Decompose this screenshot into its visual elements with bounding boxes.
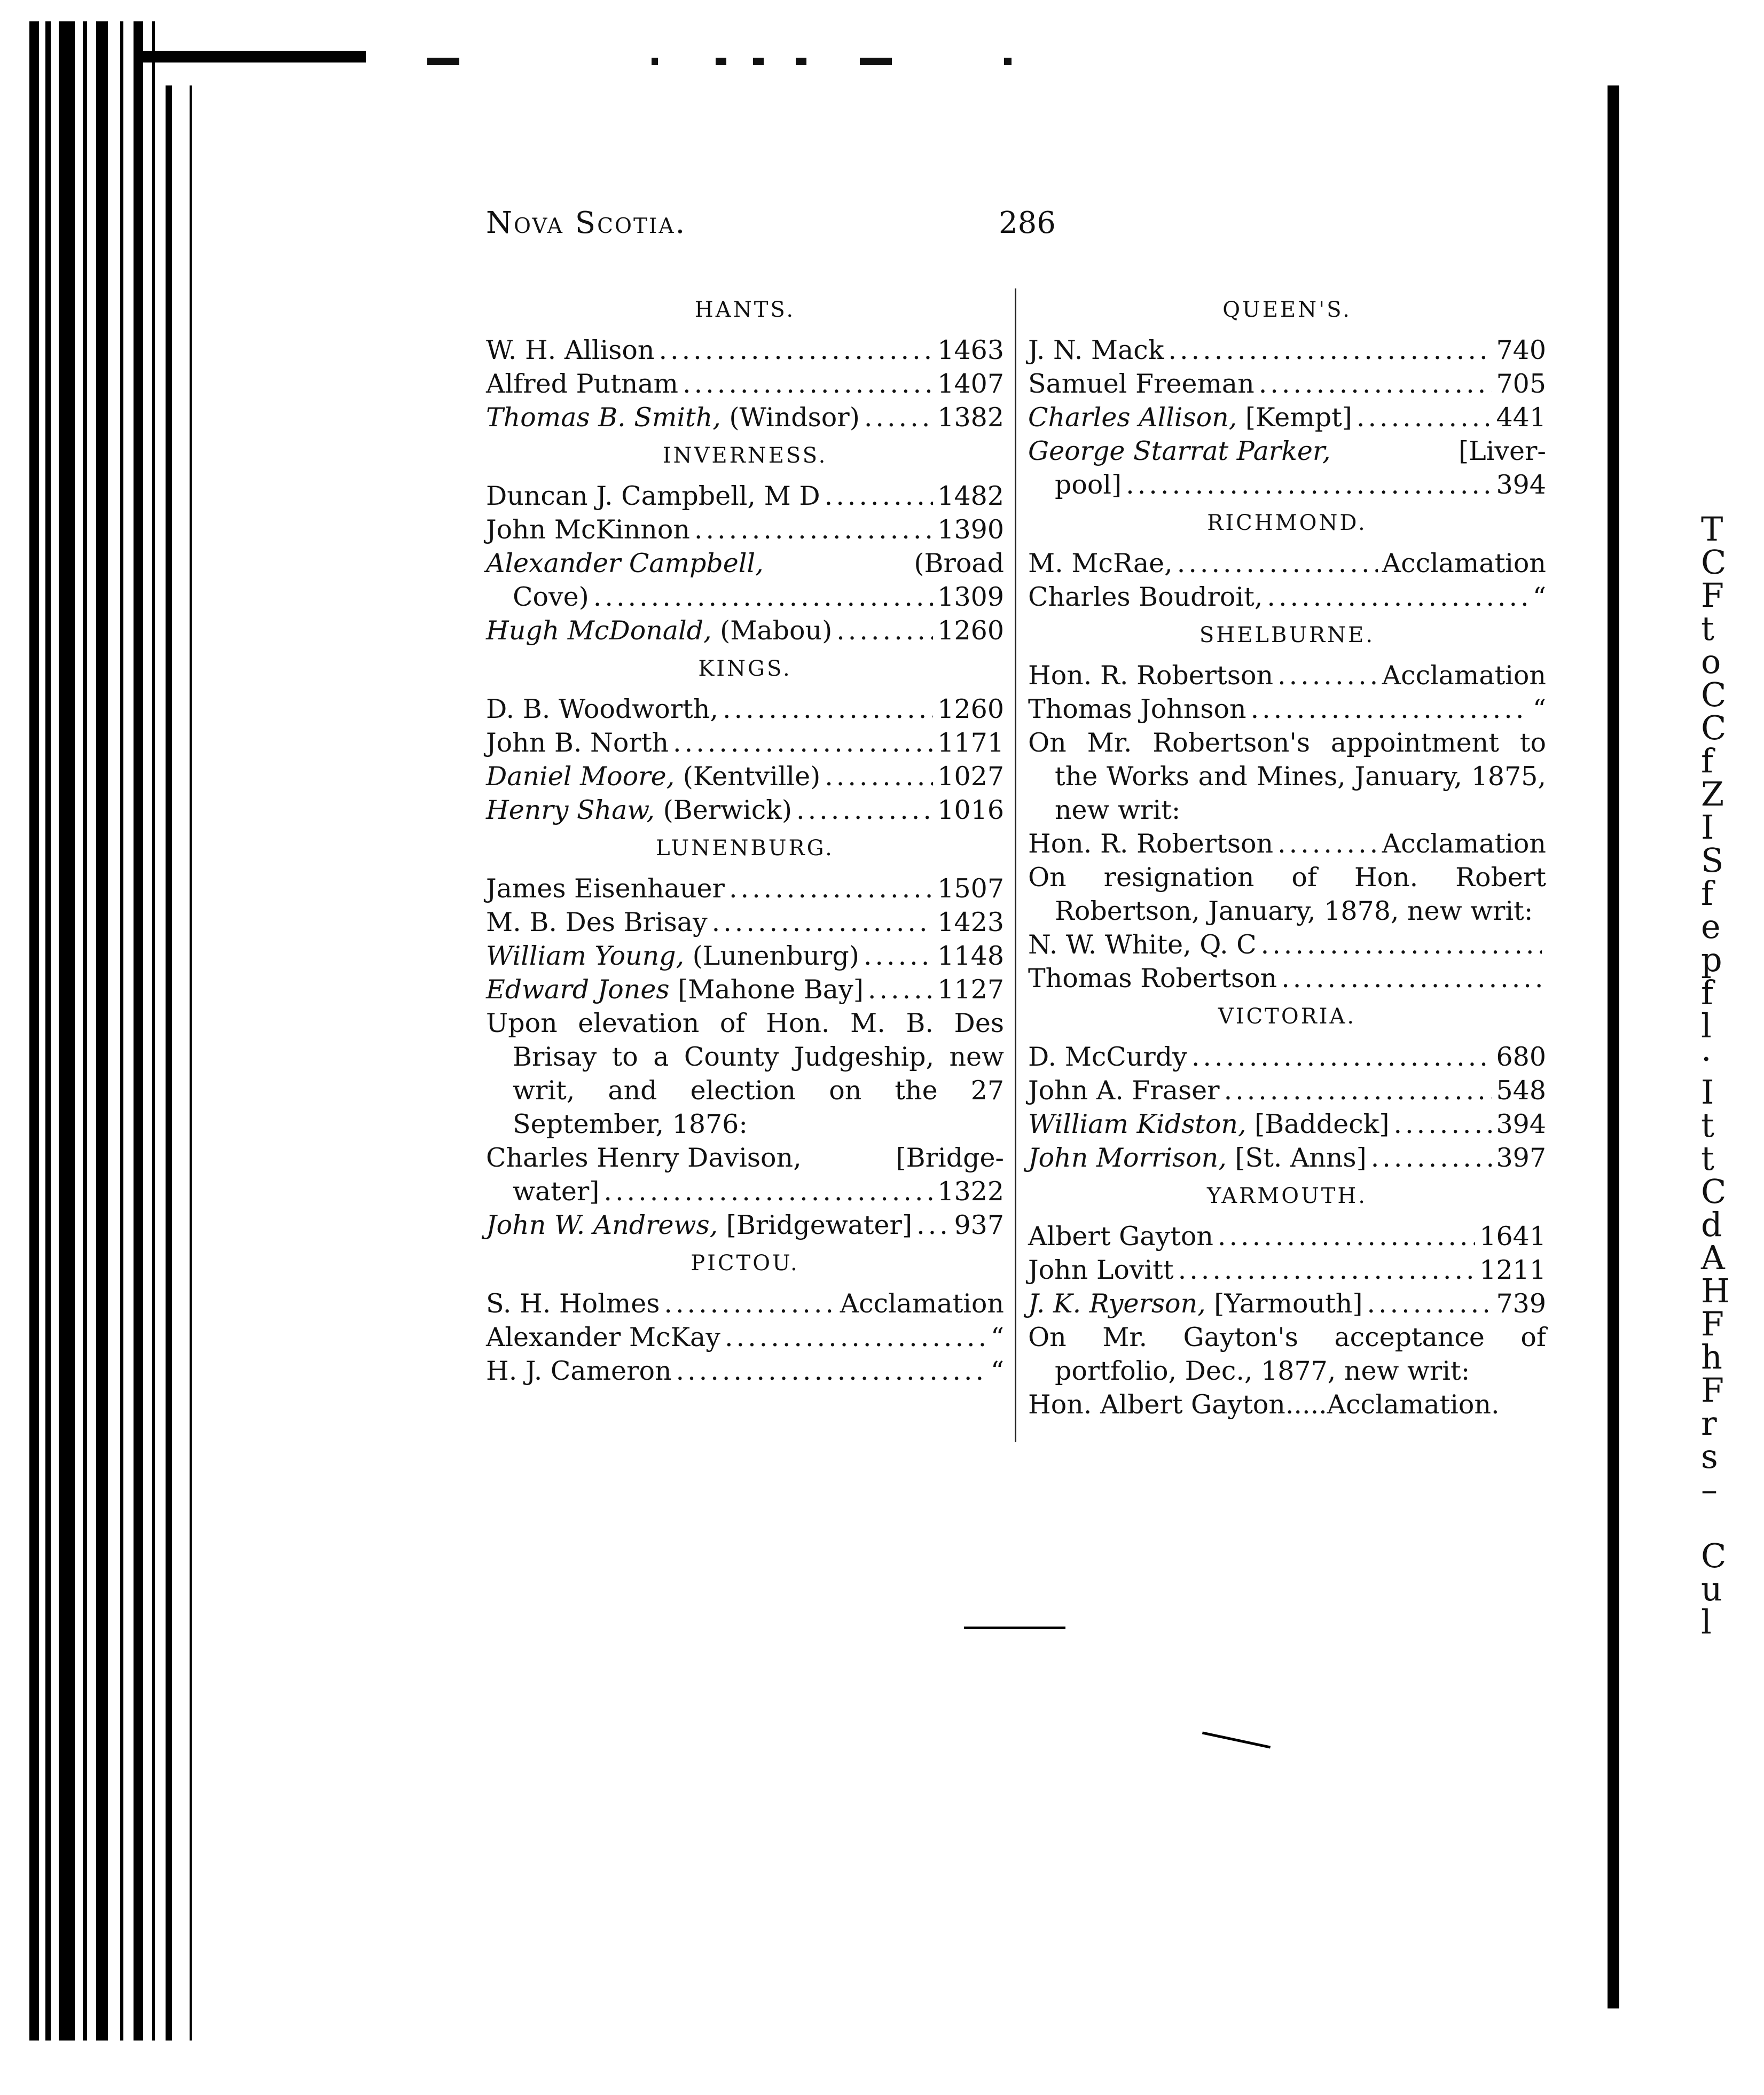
county-heading: KINGS.	[698, 656, 792, 681]
edge-letter: e	[1701, 907, 1721, 946]
leader-dots	[1261, 928, 1542, 961]
candidate-name: John W. Andrews,	[486, 1210, 718, 1240]
edge-letter: h	[1701, 1338, 1722, 1377]
vote-count: 1482	[937, 481, 1004, 511]
entry-row	[486, 905, 1004, 939]
vote-count: 1260	[937, 615, 1004, 646]
vote-count: 1309	[937, 582, 1004, 612]
vote-count: 1127	[937, 974, 1004, 1005]
entry-row	[486, 1320, 1004, 1354]
entry-row	[486, 973, 1004, 1006]
vote-count: 705	[1496, 369, 1546, 399]
candidate-cell	[1028, 333, 1164, 367]
place-name: (Lunenburg)	[684, 941, 859, 971]
entry-row	[486, 546, 1004, 580]
edge-letter: F	[1701, 576, 1724, 615]
edge-letter: F	[1701, 1371, 1724, 1410]
binding-shadow	[29, 21, 232, 2041]
vote-count: 1260	[937, 694, 1004, 724]
leader-dots	[1259, 367, 1492, 401]
vote-count: 394	[1496, 1109, 1546, 1139]
edge-letter: l	[1701, 1602, 1712, 1641]
leader-dots	[1191, 1040, 1492, 1074]
candidate-cell	[486, 367, 678, 401]
end-rule	[964, 1627, 1065, 1629]
place-name: (Kentville)	[675, 761, 821, 792]
entry-row	[1028, 1287, 1546, 1320]
candidate-cell	[1028, 1141, 1367, 1175]
candidate-cell	[1028, 1253, 1174, 1287]
edge-letter: f	[1701, 973, 1713, 1012]
place-name: [Bridgewater]	[718, 1210, 913, 1240]
vote-count: 548	[1496, 1075, 1546, 1106]
candidate-name: Alexander Campbell,	[486, 548, 764, 579]
leader-dots	[712, 905, 934, 939]
entry-row	[486, 1141, 1004, 1175]
column-divider	[1015, 288, 1016, 1442]
entry-row	[486, 793, 1004, 827]
entry-row	[1028, 827, 1546, 861]
leader-dots	[1371, 1141, 1492, 1175]
place-name: (Mabou)	[711, 615, 833, 646]
vote-count: Acclamation	[840, 1288, 1004, 1319]
place-name: (Broad	[914, 548, 1004, 579]
vote-count: 1171	[937, 728, 1004, 758]
right-column	[1028, 288, 1546, 1421]
candidate-name: Duncan J. Campbell, M D	[486, 481, 820, 511]
vote-count: 1148	[937, 941, 1004, 971]
vote-count: 1016	[937, 795, 1004, 825]
election-note: On Mr. Gayton's acceptance of portfolio, Dec., 1877, new writ:	[1028, 1322, 1546, 1386]
edge-letter: f	[1701, 874, 1713, 913]
leader-dots	[725, 1320, 986, 1354]
entry-row	[1028, 333, 1546, 367]
entry-row	[1028, 692, 1546, 726]
leader-dots	[676, 1354, 986, 1388]
entry-row	[1028, 659, 1546, 692]
candidate-name: William Young,	[486, 941, 685, 971]
candidate-cell	[486, 793, 792, 827]
candidate-cell	[1028, 827, 1273, 861]
edge-letter: s	[1701, 1437, 1718, 1476]
leader-dots	[694, 513, 933, 546]
leader-dots	[1126, 468, 1492, 502]
candidate-cell	[1028, 1220, 1213, 1253]
place-continued: Cove)	[513, 582, 589, 612]
edge-letter: I	[1701, 1073, 1714, 1112]
candidate-name: William Kidston,	[1028, 1109, 1246, 1139]
candidate-cell	[486, 726, 669, 760]
scan-mark	[1202, 1732, 1271, 1749]
candidate-cell	[1028, 401, 1352, 434]
entry-row	[1028, 367, 1546, 401]
place-name: [Liver-	[1459, 436, 1546, 466]
leader-dots	[603, 1175, 933, 1208]
entry-row	[486, 692, 1004, 726]
entry-row	[1028, 1107, 1546, 1141]
vote-count: 1382	[937, 402, 1004, 433]
edge-letter: o	[1701, 642, 1721, 681]
entry-row	[486, 1287, 1004, 1320]
candidate-name: M. McRae,	[1028, 548, 1173, 579]
candidate-cell	[486, 1320, 720, 1354]
leader-dots	[658, 333, 933, 367]
place-name: (Berwick)	[655, 795, 793, 825]
candidate-name: Daniel Moore,	[486, 761, 675, 792]
candidate-name: Thomas Robertson	[1028, 963, 1277, 994]
candidate-cell	[486, 872, 725, 905]
top-scan-marks	[427, 58, 1015, 68]
candidate-cell	[1028, 1074, 1220, 1107]
entry-row	[486, 939, 1004, 973]
county-heading: SHELBURNE.	[1199, 623, 1375, 647]
candidate-name: John Lovitt	[1028, 1255, 1174, 1285]
candidate-name: S. H. Holmes	[486, 1288, 660, 1319]
entry-row	[486, 367, 1004, 401]
entry-row	[486, 333, 1004, 367]
candidate-cell	[486, 692, 718, 726]
leader-dots	[1178, 1253, 1476, 1287]
vote-count: 680	[1496, 1042, 1546, 1072]
county-heading: RICHMOND.	[1207, 511, 1367, 535]
edge-letter: F	[1701, 1304, 1724, 1343]
vote-count: “	[1532, 582, 1546, 612]
entry-row: Hon. Albert Gayton.....Acclamation.	[1028, 1389, 1500, 1420]
candidate-cell	[1028, 367, 1255, 401]
adjacent-page-fragment	[1701, 510, 1733, 1641]
vote-count: 1390	[937, 514, 1004, 545]
candidate-cell	[486, 614, 832, 647]
candidate-cell	[486, 905, 708, 939]
candidate-name: J. K. Ryerson,	[1028, 1288, 1206, 1319]
candidate-cell	[1028, 1040, 1187, 1074]
leader-dots	[1224, 1074, 1492, 1107]
leader-dots	[1277, 659, 1378, 692]
edge-letter: C	[1701, 1172, 1727, 1211]
candidate-cell	[486, 760, 820, 793]
candidate-cell	[1028, 961, 1277, 995]
candidate-name: John B. North	[486, 728, 669, 758]
vote-count: 397	[1496, 1143, 1546, 1173]
leader-dots	[916, 1208, 950, 1242]
leader-dots	[1367, 1287, 1492, 1320]
candidate-name: H. J. Cameron	[486, 1356, 672, 1386]
entry-row-continued	[486, 580, 1004, 614]
leader-dots	[1277, 827, 1378, 861]
edge-letter: l	[1701, 1006, 1712, 1045]
entry-row	[486, 1208, 1004, 1242]
candidate-name: Thomas B. Smith,	[486, 402, 721, 433]
entry-row	[1028, 961, 1546, 995]
edge-letter: t	[1701, 609, 1714, 648]
vote-count: 1027	[937, 761, 1004, 792]
candidate-name: Alexander McKay	[486, 1322, 720, 1353]
leader-dots	[664, 1287, 835, 1320]
leader-dots	[723, 692, 933, 726]
place-name: [Baddeck]	[1246, 1109, 1390, 1139]
leader-dots	[1267, 580, 1528, 614]
place-name: [Yarmouth]	[1205, 1288, 1363, 1319]
candidate-name: James Eisenhauer	[486, 873, 725, 904]
candidate-name: J. N. Mack	[1028, 335, 1164, 365]
edge-letter: C	[1701, 1536, 1727, 1575]
vote-count: 937	[954, 1210, 1004, 1240]
entry-row-continued	[1028, 468, 1546, 502]
vote-count: 1211	[1479, 1255, 1546, 1285]
candidate-cell	[486, 479, 820, 513]
vote-count: 1507	[937, 873, 1004, 904]
leader-dots	[1218, 1220, 1475, 1253]
right-page-edge	[1608, 85, 1619, 2008]
leader-dots	[593, 580, 934, 614]
candidate-name: M. B. Des Brisay	[486, 907, 708, 937]
leader-dots	[1281, 961, 1542, 995]
entry-row	[1028, 401, 1546, 434]
entry-row	[486, 760, 1004, 793]
vote-count: 441	[1496, 402, 1546, 433]
candidate-name: Alfred Putnam	[486, 369, 679, 399]
entry-row	[486, 614, 1004, 647]
entry-row	[1028, 928, 1546, 961]
edge-letter: S	[1701, 841, 1724, 880]
candidate-cell	[486, 513, 690, 546]
edge-letter: C	[1701, 708, 1727, 747]
left-column	[486, 288, 1004, 1388]
candidate-cell	[1028, 659, 1273, 692]
candidate-cell	[1028, 692, 1246, 726]
page-title: Nova Scotia.	[486, 206, 687, 240]
candidate-cell	[486, 1287, 660, 1320]
candidate-cell	[486, 973, 864, 1006]
county-heading: INVERNESS.	[662, 443, 828, 468]
place-continued: water]	[513, 1176, 600, 1207]
leader-dots	[825, 479, 934, 513]
edge-letter: C	[1701, 543, 1727, 582]
vote-count: 1423	[937, 907, 1004, 937]
edge-letter: I	[1701, 808, 1714, 847]
leader-dots	[825, 760, 933, 793]
entry-row	[486, 1354, 1004, 1388]
entry-row	[1028, 1040, 1546, 1074]
entry-row	[1028, 1141, 1546, 1175]
vote-count: Acclamation	[1382, 828, 1546, 859]
candidate-cell	[1028, 1107, 1389, 1141]
candidate-name: N. W. White, Q. C	[1028, 929, 1257, 960]
candidate-name: Charles Henry Davison,	[486, 1143, 802, 1173]
candidate-cell	[486, 939, 859, 973]
leader-dots	[1168, 333, 1492, 367]
vote-count: 740	[1496, 335, 1546, 365]
candidate-name: Thomas Johnson	[1028, 694, 1246, 724]
leader-dots	[836, 614, 933, 647]
entry-row	[1028, 1220, 1546, 1253]
candidate-name: Charles Allison,	[1028, 402, 1237, 433]
candidate-name: Hon. R. Robertson	[1028, 828, 1274, 859]
place-name: (Windsor)	[720, 402, 860, 433]
candidate-name: Charles Boudroit,	[1028, 582, 1263, 612]
running-head	[486, 206, 1056, 248]
candidate-name: John A. Fraser	[1028, 1075, 1220, 1106]
edge-letter: Z	[1701, 775, 1724, 814]
candidate-cell	[1028, 1287, 1362, 1320]
leader-dots	[683, 367, 933, 401]
entry-row	[486, 513, 1004, 546]
entry-row	[486, 872, 1004, 905]
edge-letter: H	[1701, 1271, 1730, 1310]
vote-count: “	[990, 1322, 1004, 1353]
vote-count: 1463	[937, 335, 1004, 365]
leader-dots	[868, 973, 933, 1006]
edge-letter: p	[1701, 940, 1722, 979]
candidate-name: John Morrison,	[1028, 1143, 1227, 1173]
vote-count: Acclamation	[1382, 548, 1546, 579]
candidate-name: D. B. Woodworth,	[486, 694, 718, 724]
edge-letter: f	[1701, 741, 1713, 780]
edge-letter: d	[1701, 1205, 1722, 1244]
edge-letter: C	[1701, 675, 1727, 714]
candidate-cell	[486, 1354, 672, 1388]
vote-count: 1322	[937, 1176, 1004, 1207]
edge-letter: ·	[1701, 1039, 1712, 1078]
leader-dots	[1177, 546, 1378, 580]
entry-row	[1028, 434, 1546, 468]
vote-count: 1407	[937, 369, 1004, 399]
candidate-cell	[486, 333, 654, 367]
edge-letter: T	[1701, 510, 1723, 549]
county-heading: LUNENBURG.	[656, 836, 834, 861]
candidate-name: Edward Jones	[486, 974, 670, 1005]
entry-row	[486, 401, 1004, 434]
election-note: Upon elevation of Hon. M. B. Des Brisay to a County Judgeship, new writ, and election on the 27 September, 1876:	[486, 1008, 1004, 1139]
place-name: [St. Anns]	[1226, 1143, 1367, 1173]
leader-dots	[729, 872, 933, 905]
entry-row	[1028, 1074, 1546, 1107]
county-heading: YARMOUTH.	[1206, 1184, 1368, 1208]
county-heading: HANTS.	[694, 298, 796, 322]
edge-letter: –	[1701, 1470, 1718, 1509]
vote-count: 394	[1496, 470, 1546, 500]
entry-row	[1028, 580, 1546, 614]
candidate-name: Samuel Freeman	[1028, 369, 1255, 399]
leader-dots	[1251, 692, 1528, 726]
candidate-name: W. H. Allison	[486, 335, 655, 365]
leader-dots	[864, 401, 933, 434]
leader-dots	[796, 793, 933, 827]
candidate-cell	[1028, 928, 1257, 961]
candidate-cell	[486, 401, 860, 434]
edge-letter: A	[1701, 1238, 1725, 1277]
leader-dots	[673, 726, 933, 760]
candidate-name: John McKinnon	[486, 514, 690, 545]
election-note: On Mr. Robertson's appointment to the Works and Mines, January, 1875, new writ:	[1028, 728, 1546, 825]
leader-dots	[864, 939, 933, 973]
edge-letter: t	[1701, 1106, 1714, 1145]
candidate-cell	[1028, 580, 1263, 614]
election-note: On resignation of Hon. Robert Robertson, January, 1878, new writ:	[1028, 862, 1546, 926]
vote-count: “	[1532, 694, 1546, 724]
county-heading: VICTORIA.	[1218, 1004, 1357, 1029]
leader-dots	[1393, 1107, 1492, 1141]
county-heading: PICTOU.	[691, 1251, 799, 1276]
candidate-name: D. McCurdy	[1028, 1042, 1187, 1072]
entry-row	[1028, 546, 1546, 580]
leader-dots	[1357, 401, 1492, 434]
place-name: [Mahone Bay]	[669, 974, 864, 1005]
vote-count: “	[990, 1356, 1004, 1386]
candidate-name: Hon. R. Robertson	[1028, 660, 1274, 691]
edge-letter: r	[1701, 1404, 1717, 1443]
entry-row	[486, 479, 1004, 513]
edge-letter	[1701, 1506, 1733, 1539]
place-name: [Kempt]	[1237, 402, 1352, 433]
edge-letter: t	[1701, 1139, 1714, 1178]
vote-count: Acclamation	[1382, 660, 1546, 691]
candidate-cell	[486, 1208, 912, 1242]
candidate-name: Hugh McDonald,	[486, 615, 712, 646]
page-number: 286	[999, 206, 1056, 240]
county-heading: QUEEN'S.	[1222, 298, 1352, 322]
place-name: [Bridge-	[896, 1143, 1004, 1173]
candidate-name: Albert Gayton	[1028, 1221, 1213, 1252]
candidate-cell	[1028, 546, 1173, 580]
candidate-name: Henry Shaw,	[486, 795, 655, 825]
vote-count: 1641	[1479, 1221, 1546, 1252]
place-continued: pool]	[1055, 470, 1122, 500]
entry-row	[486, 726, 1004, 760]
entry-row	[1028, 1253, 1546, 1287]
edge-letter: u	[1701, 1569, 1722, 1608]
vote-count: 739	[1496, 1288, 1546, 1319]
entry-row-continued	[486, 1175, 1004, 1208]
candidate-name: George Starrat Parker,	[1028, 436, 1331, 466]
